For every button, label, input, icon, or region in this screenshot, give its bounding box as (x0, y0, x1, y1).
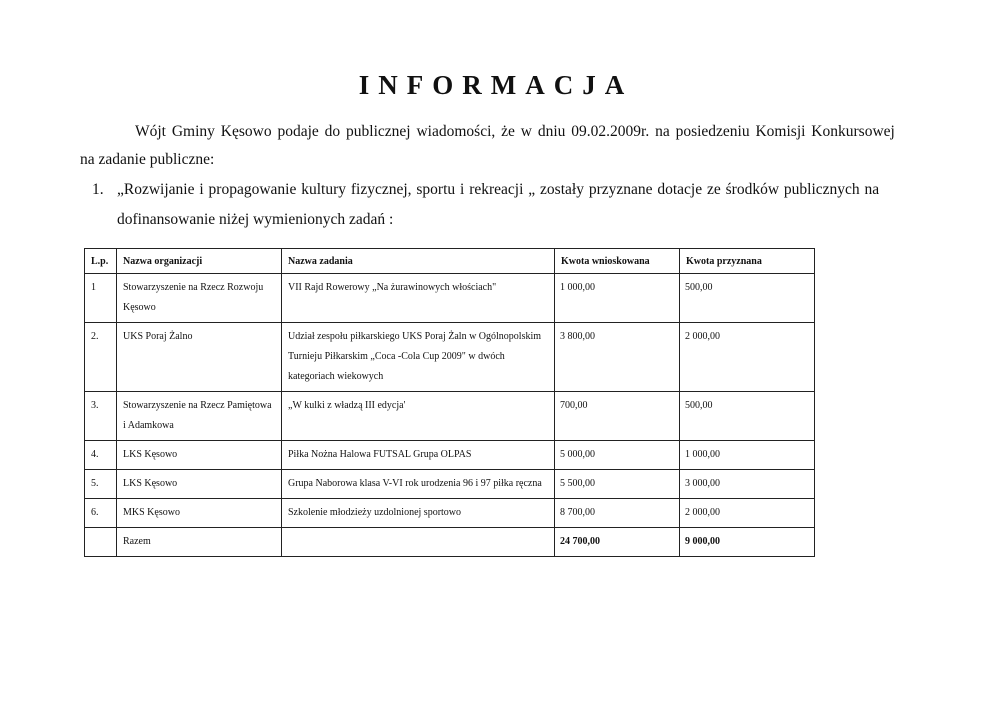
header-task: Nazwa zadania (282, 249, 555, 274)
list-item-line-1: „Rozwijanie i propagowanie kultury fizycznej, sportu i rekreacji „ zostały przyznane dotacje ze środków publicznych na (117, 181, 880, 198)
cell-organization: Stowarzyszenie na Rzecz Rozwoju Kęsowo (117, 274, 282, 323)
cell-task (282, 528, 555, 557)
cell-task: Szkolenie młodzieży uzdolnionej sportowo (282, 499, 555, 528)
cell-lp: 6. (85, 499, 117, 528)
cell-organization: LKS Kęsowo (117, 470, 282, 499)
list-item-number: 1. (92, 181, 104, 198)
table-total-row (85, 528, 815, 557)
header-lp: L.p. (85, 249, 117, 274)
cell-task: VII Rajd Rowerowy „Na żurawinowych włościach" (282, 274, 555, 323)
cell-lp: 2. (85, 323, 117, 392)
cell-requested: 5 500,00 (555, 470, 680, 499)
intro-line-1: Wójt Gminy Kęsowo podaje do publicznej wiadomości, że w dniu 09.02.2009r. na posiedzeniu Komisji Konkursowej (135, 123, 895, 140)
table-header-row (85, 249, 815, 274)
table-row (85, 323, 815, 392)
header-requested-amount: Kwota wnioskowana (555, 249, 680, 274)
cell-lp: 4. (85, 441, 117, 470)
cell-organization: MKS Kęsowo (117, 499, 282, 528)
cell-task: Udział zespołu piłkarskiego UKS Poraj Żaln w Ogólnopolskim Turnieju Piłkarskim „Coca -Cola Cup 2009" w dwóch kategoriach wiekowych (282, 323, 555, 392)
cell-lp: 3. (85, 392, 117, 441)
table-row (85, 499, 815, 528)
table-row (85, 274, 815, 323)
cell-task: Grupa Naborowa klasa V-VI rok urodzenia 96 i 97 piłka ręczna (282, 470, 555, 499)
cell-organization: UKS Poraj Żalno (117, 323, 282, 392)
list-item-line-2: dofinansowanie niżej wymienionych zadań : (117, 211, 394, 228)
cell-lp (85, 528, 117, 557)
total-label: Razem (117, 528, 282, 557)
total-requested: 24 700,00 (555, 528, 680, 557)
cell-lp: 1 (85, 274, 117, 323)
grants-table (84, 248, 815, 557)
cell-requested: 5 000,00 (555, 441, 680, 470)
cell-requested: 700,00 (555, 392, 680, 441)
table-row (85, 470, 815, 499)
cell-granted: 3 000,00 (680, 470, 815, 499)
cell-requested: 1 000,00 (555, 274, 680, 323)
cell-task: „W kulki z władzą III edycja' (282, 392, 555, 441)
cell-granted: 500,00 (680, 274, 815, 323)
cell-requested: 8 700,00 (555, 499, 680, 528)
total-granted: 9 000,00 (680, 528, 815, 557)
header-organization: Nazwa organizacji (117, 249, 282, 274)
header-granted-amount: Kwota przyznana (680, 249, 815, 274)
cell-granted: 1 000,00 (680, 441, 815, 470)
cell-lp: 5. (85, 470, 117, 499)
document-title: INFORMACJA (358, 70, 634, 100)
cell-granted: 2 000,00 (680, 499, 815, 528)
intro-line-2: na zadanie publiczne: (80, 151, 215, 168)
table-row (85, 392, 815, 441)
cell-organization: Stowarzyszenie na Rzecz Pamiętowa i Adamkowa (117, 392, 282, 441)
cell-task: Piłka Nożna Halowa FUTSAL Grupa OLPAS (282, 441, 555, 470)
cell-requested: 3 800,00 (555, 323, 680, 392)
cell-organization: LKS Kęsowo (117, 441, 282, 470)
cell-granted: 2 000,00 (680, 323, 815, 392)
cell-granted: 500,00 (680, 392, 815, 441)
table-row (85, 441, 815, 470)
